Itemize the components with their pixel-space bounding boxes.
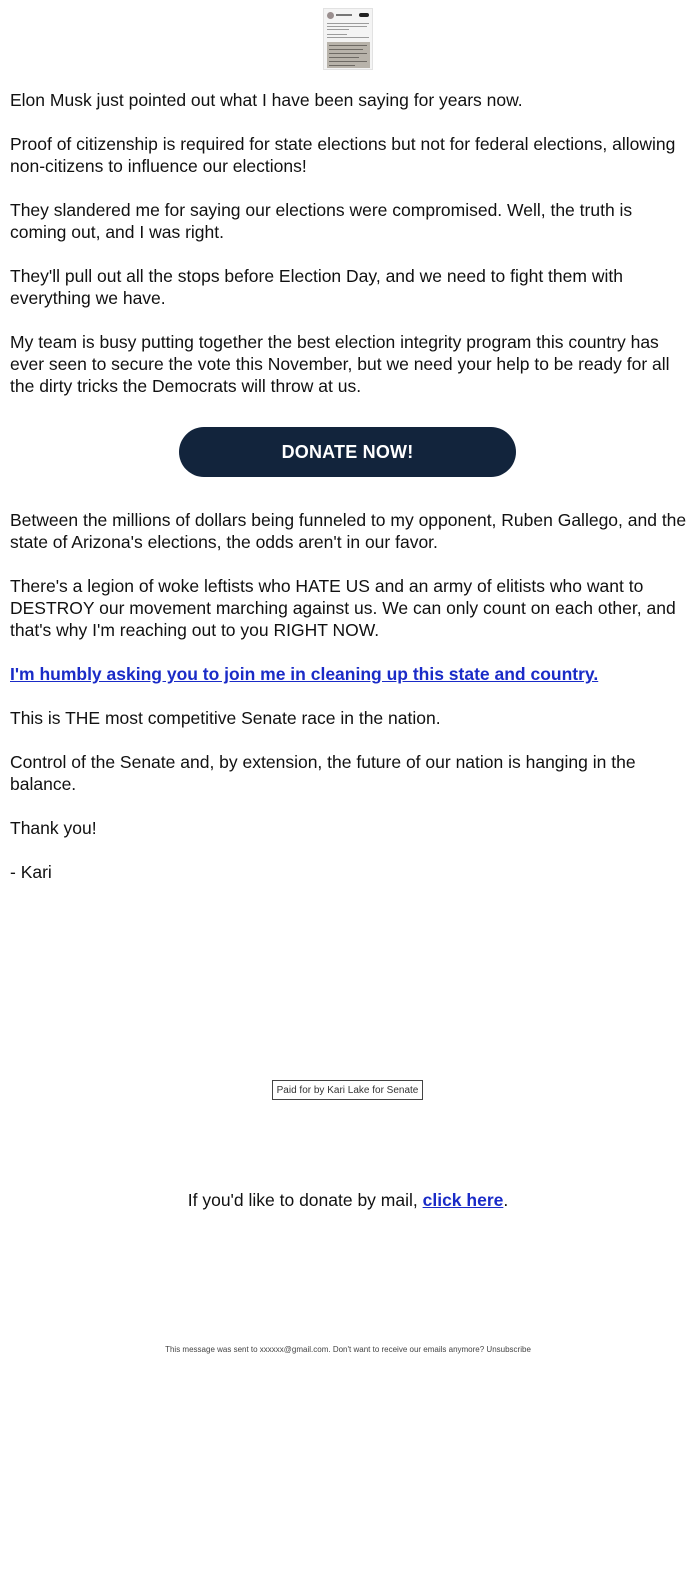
paragraph: Between the millions of dollars being funneled to my opponent, Ruben Gallego, and the state of Arizona's elections, the odds aren't in our favor. bbox=[10, 510, 687, 552]
footer bbox=[0, 1345, 696, 1354]
tweet-screenshot-image[interactable] bbox=[323, 8, 373, 70]
paragraph: Proof of citizenship is required for state elections but not for federal elections, allowing non-citizens to influence our elections! bbox=[10, 134, 676, 176]
cta-link[interactable]: I'm humbly asking you to join me in cleaning up this state and country. bbox=[10, 664, 599, 684]
decorative-line bbox=[327, 34, 347, 35]
donate-by-mail bbox=[0, 1190, 696, 1211]
paragraph: Elon Musk just pointed out what I have been saying for years now. bbox=[10, 90, 523, 110]
paragraph: Control of the Senate and, by extension, the future of our nation is hanging in the balance. bbox=[10, 752, 636, 794]
period: . bbox=[503, 1190, 509, 1210]
cta-paragraph bbox=[10, 663, 690, 685]
donate-button-container bbox=[179, 427, 516, 477]
decorative-line bbox=[327, 29, 349, 30]
quoted-document bbox=[327, 42, 370, 68]
signature: - Kari bbox=[10, 862, 52, 882]
avatar-icon bbox=[327, 12, 334, 19]
decorative-line bbox=[327, 26, 367, 27]
paragraph: They slandered me for saying our elections were compromised. Well, the truth is coming out, and I was right. bbox=[10, 200, 633, 242]
donate-by-mail-text: If you'd like to donate by mail, bbox=[187, 1190, 423, 1210]
click-here-link[interactable]: click here bbox=[422, 1190, 504, 1210]
email-body-bottom bbox=[10, 509, 690, 905]
paragraph: There's a legion of woke leftists who HATE US and an army of elitists who want to DESTROY our movement marching against us. We can only count on each other, and that's why I'm reaching out to you RIGHT NOW. bbox=[10, 576, 676, 640]
paragraph: This is THE most competitive Senate race in the nation. bbox=[10, 708, 441, 728]
footer-text: This message was sent to xxxxxx@gmail.com. Don't want to receive our emails anymore? bbox=[165, 1345, 487, 1354]
thank-you: Thank you! bbox=[10, 818, 97, 838]
unsubscribe-link[interactable]: Unsubscribe bbox=[486, 1345, 531, 1354]
decorative-line bbox=[327, 37, 369, 38]
donate-now-button[interactable]: DONATE NOW! bbox=[179, 427, 516, 477]
follow-badge-icon bbox=[359, 13, 369, 17]
decorative-line bbox=[336, 14, 352, 16]
paragraph: My team is busy putting together the best election integrity program this country has ever seen to secure the vote this November, but we need your help to be ready for all the dirty tricks the Democrats will throw at us. bbox=[10, 332, 670, 396]
decorative-line bbox=[327, 23, 369, 24]
email-body-top bbox=[10, 89, 690, 419]
paragraph: They'll pull out all the stops before Election Day, and we need to fight them with everything we have. bbox=[10, 266, 623, 308]
paid-for-disclaimer: Paid for by Kari Lake for Senate bbox=[272, 1080, 423, 1100]
